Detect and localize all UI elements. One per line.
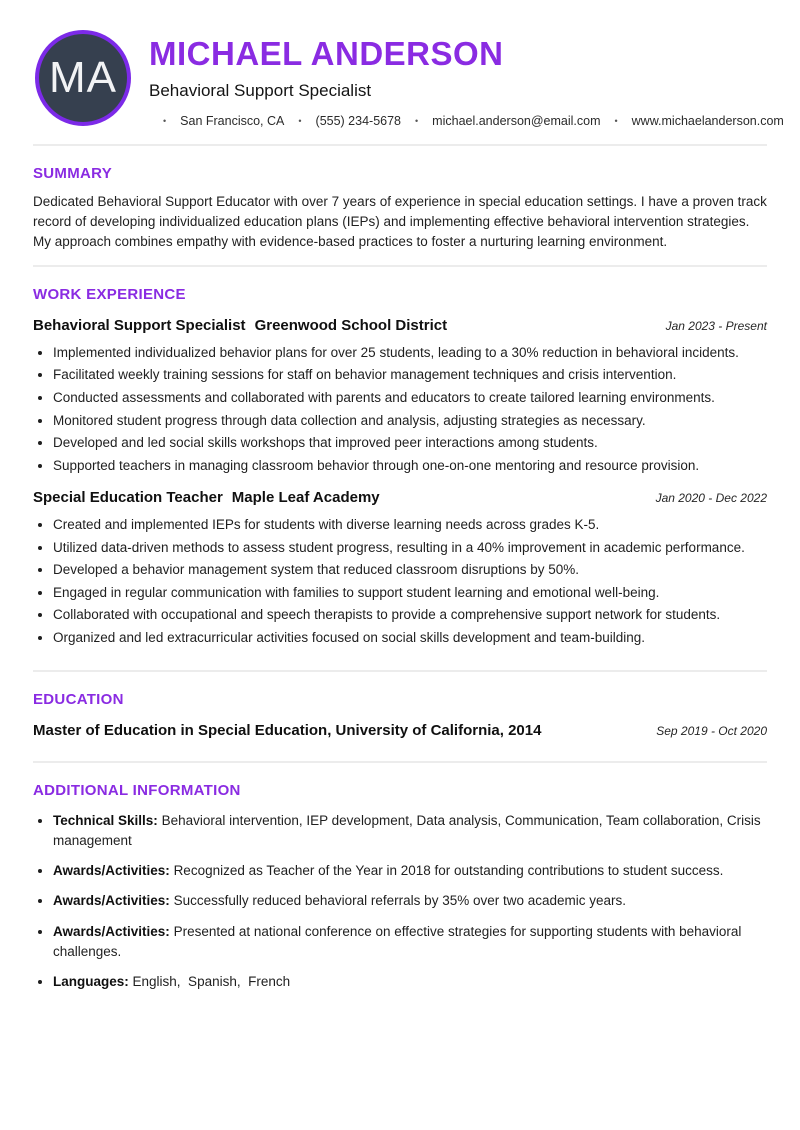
job-bullet-text: Facilitated weekly training sessions for staff on behavior management techniques and crisis intervention. [53,367,677,383]
job-bullet [53,433,767,453]
job-header [33,317,767,334]
contact-item: • San Francisco, CA [149,114,284,128]
job-title-group [33,317,447,334]
summary-text: Dedicated Behavioral Support Educator with over 7 years of experience in special education settings. I have a proven track record of developing individualized education plans (IEPs) and implementing effective behavioral intervention strategies. My approach combines empathy with evidence-based practices to foster a nurturing learning environment. [33,194,767,249]
contact-item: • (555) 234-5678 [284,114,401,128]
job-bullet-text: Developed a behavior management system that reduced classroom disruptions by 50%. [53,562,580,578]
additional-item-text: Presented at national conference on effective strategies for supporting students with behavioral challenges. [53,923,746,959]
section-additional-information [33,782,767,993]
additional-item [53,972,767,992]
job-bullet [53,605,767,625]
additional-item-label: Awards/Activities: [53,863,170,879]
divider [33,144,767,146]
job-bullet [53,628,767,648]
header-text [149,30,784,128]
avatar-initials: MA [49,53,117,102]
divider [33,670,767,672]
additional-item-list [33,811,767,993]
job-bullet [53,456,767,476]
job-list [33,317,767,648]
job-bullet-text: Engaged in regular communication with families to support student learning and emotional well-being. [53,584,660,600]
additional-item-label: Languages: [53,974,129,990]
candidate-name: MICHAEL ANDERSON [149,35,504,72]
job-bullet-text: Conducted assessments and collaborated with parents and educators to create tailored learning environments. [53,389,715,405]
additional-item-text: Recognized as Teacher of the Year in 2018 for outstanding contributions to student success. [173,863,724,879]
job-bullet-text: Developed and led social skills workshops that improved peer interactions among students. [53,435,598,451]
job-bullet-text: Supported teachers in managing classroom behavior through one-on-one mentoring and resource provision. [53,457,700,473]
additional-item-label: Awards/Activities: [53,923,170,939]
job-bullet [53,538,767,558]
job-title: Special Education Teacher [33,489,223,507]
additional-information-heading: ADDITIONAL INFORMATION [33,781,241,799]
additional-item-label: Awards/Activities: [53,893,170,909]
contact-row [149,114,784,128]
job-company: Maple Leaf Academy [231,489,380,507]
contact-item: • michael.anderson@email.com [401,114,600,128]
job-title: Behavioral Support Specialist [33,316,246,334]
job-dates: Jan 2023 - Present [665,318,767,333]
additional-item [53,922,767,963]
section-education [33,691,767,739]
additional-item-text: Successfully reduced behavioral referrals by 35% over two academic years. [173,893,627,909]
additional-item-text: Behavioral intervention, IEP development, Data analysis, Communication, Team collaboration, Crisis management [53,812,765,848]
contact-item: • www.michaelanderson.com [601,114,784,128]
job-bullet-text: Monitored student progress through data collection and analysis, adjusting strategies as necessary. [53,412,646,428]
job-bullet [53,343,767,363]
work-experience-heading: WORK EXPERIENCE [33,285,186,303]
resume-header [0,0,800,128]
divider [33,761,767,763]
job-bullet [53,388,767,408]
education-degree: Master of Education in Special Education, University of California, 2014 [33,721,542,739]
job-company: Greenwood School District [254,316,448,334]
section-work-experience [33,286,767,648]
avatar [35,30,131,126]
job-bullet-text: Implemented individualized behavior plans for over 25 students, leading to a 30% reduction in behavioral incidents. [53,344,739,360]
candidate-title: Behavioral Support Specialist [149,81,372,101]
job-bullet-text: Collaborated with occupational and speech therapists to provide a comprehensive support network for students. [53,607,721,623]
additional-item-text: English, Spanish, French [132,974,291,990]
job-entry [33,317,767,475]
summary-heading: SUMMARY [33,165,113,183]
job-bullet-text: Utilized data-driven methods to assess student progress, resulting in a 40% improvement in academic performance. [53,539,745,555]
divider [33,265,767,267]
job-bullet-text: Created and implemented IEPs for students with diverse learning needs across grades K-5. [53,517,600,533]
education-entry [33,722,767,739]
resume-body [0,144,800,992]
additional-item [53,811,767,852]
job-bullet [53,411,767,431]
job-bullet [53,560,767,580]
job-bullet-list [33,515,767,647]
additional-item [53,861,767,881]
additional-item [53,891,767,911]
job-bullet [53,365,767,385]
education-heading: EDUCATION [33,690,124,708]
job-bullet [53,515,767,535]
job-header [33,489,767,506]
additional-item-label: Technical Skills: [53,812,158,828]
section-summary [33,165,767,252]
job-bullet [53,583,767,603]
education-dates: Sep 2019 - Oct 2020 [656,723,767,738]
job-dates: Jan 2020 - Dec 2022 [655,491,767,506]
job-entry [33,489,767,647]
job-title-group [33,489,380,506]
job-bullet-text: Organized and led extracurricular activities focused on social skills development and team-building. [53,630,646,646]
job-bullet-list [33,343,767,475]
